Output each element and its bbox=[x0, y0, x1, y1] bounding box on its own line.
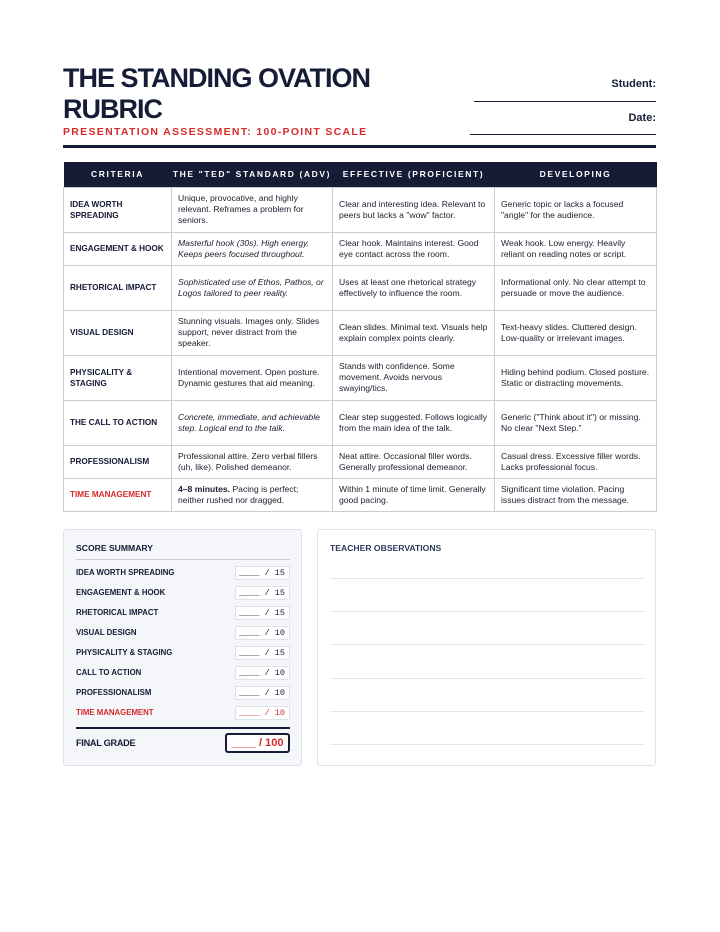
observation-line[interactable] bbox=[330, 611, 644, 612]
criteria-cell: TIME MANAGEMENT bbox=[64, 478, 172, 511]
score-label: PHYSICALITY & STAGING bbox=[76, 648, 173, 657]
ted-cell: Unique, provocative, and highly relevant. Reframes a problem for seniors. bbox=[172, 187, 333, 232]
score-input[interactable]: ____ / 15 bbox=[235, 586, 290, 600]
page-subtitle: PRESENTATION ASSESSMENT: 100-POINT SCALE bbox=[63, 126, 368, 138]
ted-cell: Masterful hook (30s). High energy. Keeps peers focused throughout. bbox=[172, 232, 333, 265]
score-label: ENGAGEMENT & HOOK bbox=[76, 588, 166, 597]
score-row bbox=[76, 686, 290, 700]
criteria-cell: PROFESSIONALISM bbox=[64, 445, 172, 478]
developing-cell: Hiding behind podium. Closed posture. Static or distracting movements. bbox=[495, 355, 657, 400]
developing-cell: Significant time violation. Pacing issues distract from the message. bbox=[495, 478, 657, 511]
developing-cell: Text-heavy slides. Cluttered design. Low-quality or irrelevant images. bbox=[495, 310, 657, 355]
score-label: TIME MANAGEMENT bbox=[76, 708, 154, 717]
criteria-cell: ENGAGEMENT & HOOK bbox=[64, 232, 172, 265]
score-summary-title: SCORE SUMMARY bbox=[76, 543, 154, 553]
effective-cell: Clean slides. Minimal text. Visuals help explain complex points clearly. bbox=[333, 310, 495, 355]
effective-cell: Clear and interesting idea. Relevant to peers but lacks a "wow" factor. bbox=[333, 187, 495, 232]
score-input[interactable]: ____ / 10 bbox=[235, 686, 290, 700]
score-input[interactable]: ____ / 10 bbox=[235, 706, 290, 720]
student-label: Student: bbox=[611, 78, 656, 90]
effective-cell: Within 1 minute of time limit. Generally good pacing. bbox=[333, 478, 495, 511]
ted-cell-text: Pacing is perfect; neither rushed nor dragged. bbox=[178, 483, 299, 505]
ted-cell bbox=[172, 478, 333, 511]
effective-cell: Uses at least one rhetorical strategy effectively to influence the room. bbox=[333, 265, 495, 310]
ted-cell: Sophisticated use of Ethos, Pathos, or Logos tailored to peer reality. bbox=[172, 265, 333, 310]
table-row bbox=[64, 400, 657, 445]
criteria-cell: PHYSICALITY & STAGING bbox=[64, 355, 172, 400]
developing-cell: Weak hook. Low energy. Heavily reliant on reading notes or script. bbox=[495, 232, 657, 265]
rubric-header-row bbox=[64, 162, 657, 187]
score-row bbox=[76, 666, 290, 680]
ted-cell: Stunning visuals. Images only. Slides support, never distract from the speaker. bbox=[172, 310, 333, 355]
table-row bbox=[64, 232, 657, 265]
observation-line[interactable] bbox=[330, 711, 644, 712]
student-name-line[interactable] bbox=[474, 101, 656, 102]
observations-title: TEACHER OBSERVATIONS bbox=[330, 543, 442, 553]
final-grade-input[interactable]: ____ / 100 bbox=[225, 733, 290, 753]
score-summary-divider bbox=[76, 559, 290, 560]
score-label: IDEA WORTH SPREADING bbox=[76, 568, 175, 577]
effective-cell: Clear step suggested. Follows logically from the main idea of the talk. bbox=[333, 400, 495, 445]
effective-cell: Neat attire. Occasional filler words. Generally professional demeanor. bbox=[333, 445, 495, 478]
developing-cell: Casual dress. Excessive filler words. Lacks professional focus. bbox=[495, 445, 657, 478]
criteria-cell: VISUAL DESIGN bbox=[64, 310, 172, 355]
observation-line[interactable] bbox=[330, 644, 644, 645]
page-title: THE STANDING OVATION RUBRIC bbox=[63, 63, 370, 124]
final-grade-divider bbox=[76, 727, 290, 729]
observation-line[interactable] bbox=[330, 678, 644, 679]
score-input[interactable]: ____ / 10 bbox=[235, 626, 290, 640]
criteria-cell: THE CALL TO ACTION bbox=[64, 400, 172, 445]
column-header-criteria: CRITERIA bbox=[64, 162, 172, 187]
developing-cell: Generic topic or lacks a focused "angle" for the audience. bbox=[495, 187, 657, 232]
column-header-ted: THE "TED" STANDARD (ADV) bbox=[172, 162, 333, 187]
date-line[interactable] bbox=[470, 134, 656, 135]
ted-cell: Professional attire. Zero verbal fillers (uh, like). Polished demeanor. bbox=[172, 445, 333, 478]
score-row bbox=[76, 706, 290, 720]
column-header-developing: DEVELOPING bbox=[495, 162, 657, 187]
teacher-observations-card bbox=[317, 529, 656, 766]
score-input[interactable]: ____ / 15 bbox=[235, 566, 290, 580]
score-input[interactable]: ____ / 15 bbox=[235, 646, 290, 660]
score-label: VISUAL DESIGN bbox=[76, 628, 137, 637]
score-label: CALL TO ACTION bbox=[76, 668, 142, 677]
score-label: PROFESSIONALISM bbox=[76, 688, 152, 697]
score-row bbox=[76, 586, 290, 600]
developing-cell: Generic ("Think about it") or missing. No clear "Next Step." bbox=[495, 400, 657, 445]
score-row bbox=[76, 606, 290, 620]
table-row bbox=[64, 187, 657, 232]
table-row bbox=[64, 265, 657, 310]
table-row bbox=[64, 478, 657, 511]
observation-line[interactable] bbox=[330, 744, 644, 745]
table-row bbox=[64, 310, 657, 355]
score-row bbox=[76, 646, 290, 660]
header-divider bbox=[63, 145, 656, 148]
score-input[interactable]: ____ / 15 bbox=[235, 606, 290, 620]
score-summary-card bbox=[63, 529, 302, 766]
final-grade-label: FINAL GRADE bbox=[76, 738, 136, 748]
ted-cell: Intentional movement. Open posture. Dynamic gestures that aid meaning. bbox=[172, 355, 333, 400]
score-row bbox=[76, 626, 290, 640]
observation-line[interactable] bbox=[330, 578, 644, 579]
effective-cell: Clear hook. Maintains interest. Good eye contact across the room. bbox=[333, 232, 495, 265]
criteria-cell: IDEA WORTH SPREADING bbox=[64, 187, 172, 232]
ted-cell-emphasis: 4–8 minutes. bbox=[178, 483, 231, 494]
score-label: RHETORICAL IMPACT bbox=[76, 608, 159, 617]
score-input[interactable]: ____ / 10 bbox=[235, 666, 290, 680]
ted-cell: Concrete, immediate, and achievable step. Logical end to the talk. bbox=[172, 400, 333, 445]
score-row bbox=[76, 566, 290, 580]
effective-cell: Stands with confidence. Some movement. Avoids nervous swaying/tics. bbox=[333, 355, 495, 400]
table-row bbox=[64, 445, 657, 478]
table-row bbox=[64, 355, 657, 400]
column-header-effective: EFFECTIVE (PROFICIENT) bbox=[333, 162, 495, 187]
developing-cell: Informational only. No clear attempt to persuade or move the audience. bbox=[495, 265, 657, 310]
rubric-table bbox=[63, 162, 657, 512]
criteria-cell: RHETORICAL IMPACT bbox=[64, 265, 172, 310]
date-label: Date: bbox=[628, 112, 656, 124]
